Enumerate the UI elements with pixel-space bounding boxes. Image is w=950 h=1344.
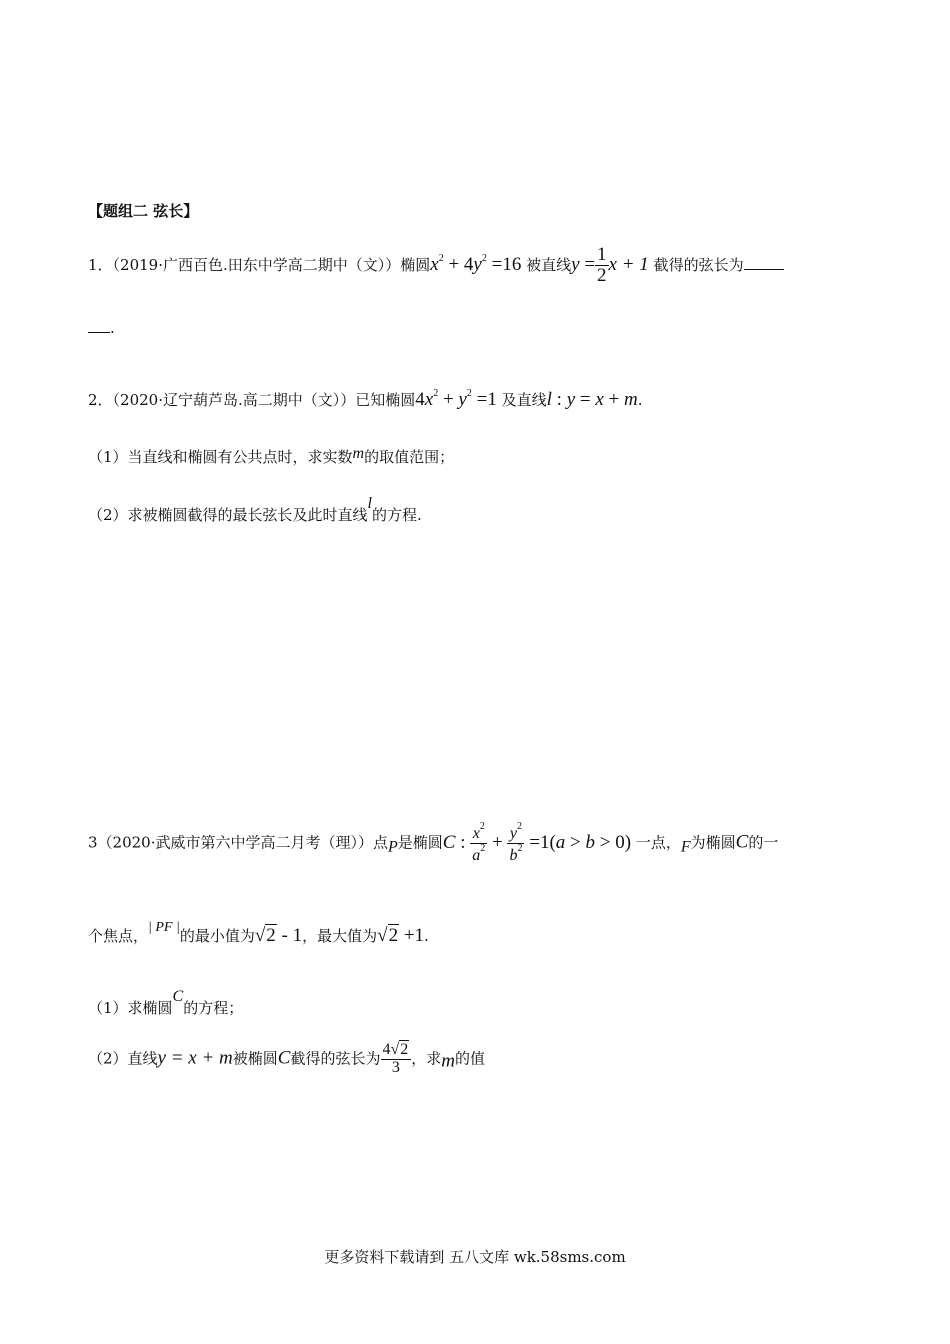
q3-part-1: （1）求椭圆C的方程； [88, 988, 244, 1017]
question-2: 2．（2020·辽宁葫芦岛.高二期中（文））已知椭圆$4x^2 + y^2 =1$ 及直线l : y = x + m. [88, 388, 643, 410]
q3-min-value: √2 - 1 [254, 925, 303, 946]
q3-max-value: √2 +1 [377, 925, 425, 946]
q1-ellipse-equation: $x^2 + 4y^2 =16$ [430, 252, 522, 275]
q1-source: （2019·广西百色.田东中学高二期中（文））椭圆 [112, 255, 431, 274]
q1-continuation: . [88, 318, 115, 337]
q2-part-1: （1）当直线和椭圆有公共点时，求实数m的取值范围； [88, 445, 455, 466]
footer-text: 更多资料下载请到 五八文库 wk.58sms.com [324, 1248, 626, 1266]
q2-part1-m: m [352, 445, 365, 462]
q1-chord-text: 截得的弦长为 [653, 255, 744, 274]
q2-line-equation: l : y = x + m [546, 389, 638, 410]
q3-line-2: 个焦点，| PF |的最小值为√2 - 1，最大值为√2 +1. [88, 920, 429, 946]
q2-source: （2020·辽宁葫芦岛.高二期中（文））已知椭圆 [112, 391, 416, 409]
q3-part1-c: C [172, 988, 184, 1005]
q3-part2-c: C [277, 1047, 291, 1069]
q2-part-2: （2）求被椭圆截得的最长弦长及此时直线l的方程. [88, 495, 422, 524]
q3-point-p: P [388, 838, 398, 856]
q3-chord-length: $\frac{4√2}{3}$ [381, 1042, 412, 1077]
q3-part-2: （2）直线y = x + m被椭圆C截得的弦长为 $\frac{4√2}{3}$ ，求m的值 [88, 1041, 486, 1076]
q2-and-line: 及直线 [501, 391, 547, 409]
q1-number: 1． [88, 255, 113, 274]
question-1 [88, 245, 784, 286]
q1-answer-blank[interactable] [744, 255, 784, 270]
q3-ellipse-equation: C : $\frac{x^2}{a^2}$ + $\frac{y^2}{b^2}$ =1(a > b > 0) [442, 821, 632, 864]
q2-part2-l: l [367, 495, 372, 512]
q3-lead: 3（2020·武威市第六中学高二月考（理））点 [88, 833, 388, 852]
q2-ellipse-equation: $4x^2 + y^2 =1$ [415, 388, 497, 410]
q1-by-line: 被直线 [526, 255, 572, 274]
section-title: 【题组二 弦长】 [88, 202, 199, 220]
q3-focus-f: F [680, 838, 691, 856]
q2-number: 2． [88, 391, 113, 409]
q3-pf: | PF | [148, 920, 180, 935]
q3-part2-m: m [441, 1050, 456, 1072]
q1-line-equation: y = $\frac{1}{2}$ x + 1 [571, 244, 649, 286]
q1-answer-blank-cont[interactable] [88, 318, 110, 333]
q3-ellipse-c: C [735, 831, 749, 853]
question-3: 3（2020·武威市第六中学高二月考（理））点P是椭圆C : $\frac{x^2}{a^2}$ + $\frac{y^2}{b^2}$ =1(a > b > 0) 一点，F为椭圆C的一 [88, 821, 779, 864]
q3-part2-line-eq: y = x + m [157, 1047, 233, 1069]
